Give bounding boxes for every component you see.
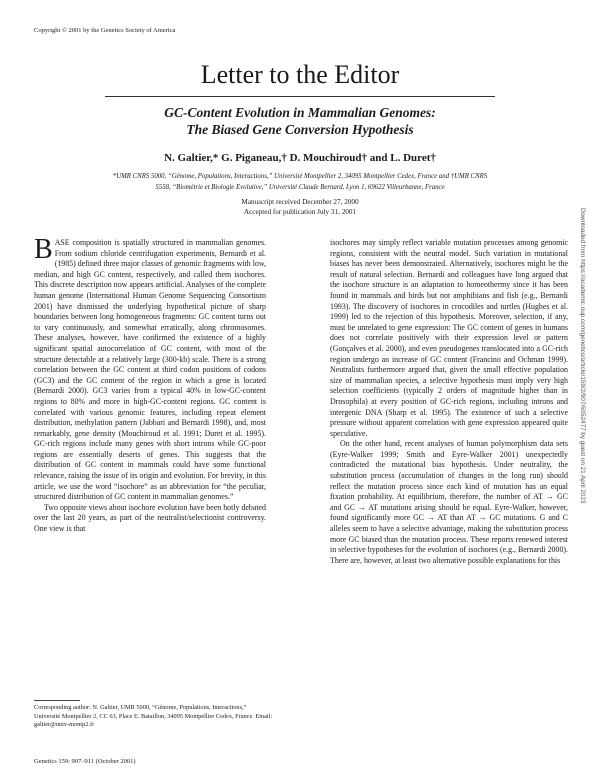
download-watermark-text: Downloaded from https://academic.oup.com/genetics/article/159/2/907/6052477 by guest on 21 April 2023 bbox=[579, 208, 586, 504]
paragraph-text: ASE composition is spatially structured in mammalian genomes. From sodium chloride centrifugation experiments, Bernardi et al. (1985) defined three major classes of genomic fragments with low, median, and high GC content, respectively, and called them isochores. This discrete description now appears artificial. Analyses of the complete human genome (International Human Genome Sequencing Consortium 2001) have dismissed the underlying hypothetical picture of sharp boundaries between long homogeneous fragments: GC content turns out to vary continuously, and somewhat erratically, along chromosomes. These analyses, however, have confirmed the existence of a highly significant spatial autocorrelation of GC content, with most of the structure detectable at a relatively large (300-kb) scale. There is a strong correlation between the GC content at third codon positions of codons (GC3) and the GC content of the region in which a gene is located (Bernardi 2000). GC3 varies from a typical 40% in low-GC-content regions to 80% and more in high-GC-content regions. GC content is correlated with various genomic features, including repeat element distribution, methylation pattern (Jabbari and Bernardi 1998), and, most remarkably, gene density (Mouchiroud et al. 1991; Duret et al. 1995). GC-rich regions include many genes with short introns while GC-poor regions are essentially deserts of genes. This suggests that the distribution of GC content in mammals could have some functional relevance, raising the issue of its origin and evolution. For brevity, in this article, we use the word “isochore” as an abbreviation for “the peculiar, structured distribution of GC content in mammalian genomes.” bbox=[34, 238, 266, 502]
paragraph bbox=[34, 234, 266, 503]
drop-cap: B bbox=[34, 234, 53, 265]
footnote-rule bbox=[34, 700, 80, 701]
paper-title bbox=[0, 104, 600, 138]
paragraph: isochores may simply reflect variable mutation processes among genomic regions, consistent with the neutral model. Such variation in mutational biases has never been demonstrated. Alternatively, isochores might be the result of natural selection. Bernardi and colleagues have long argued that the isochore structure is an adaptation to homeothermy since it has been found in mammals and birds but not amphibians and fish (e.g., Bernardi 1993). The discovery of isochores in crocodiles and turtles (Hughes et al. 1999) led to the rejection of this hypothesis. Moreover, selection, if any, must be unrelated to gene expression: The GC content of genes in humans does not correlate positively with their expression level or pattern (Gonçalves et al. 2000), and even pseudogenes translocated into a GC-rich region undergo an increase of GC content (Francino and Ochman 1999). Neutralists furthermore argued that, given the small effective population size of mammalian species, a selective hypothesis must imply very high selection coefficients (typically 2 orders of magnitude higher than in Drosophila) at every position of GC-rich regions, including introns and intergenic DNA (Sharp et al. 1995). The existence of such a selective pressure without apparent correlation with gene expression appeared quite speculative. bbox=[330, 238, 568, 438]
heading-rule bbox=[105, 96, 495, 97]
right-column bbox=[330, 238, 568, 566]
affiliation-line-2: 5558, “Biométrie et Biologie Evolutive,” Université Claude Bernard, Lyon 1, 69622 Villeurbanne, France bbox=[155, 184, 445, 191]
left-column bbox=[34, 234, 266, 535]
copyright-line: Copyright © 2001 by the Genetics Society of America bbox=[34, 27, 176, 34]
title-line-2: The Biased Gene Conversion Hypothesis bbox=[186, 122, 414, 137]
affiliation-line-1: *UMR CNRS 5000, “Génome, Populations, Interactions,” Université Montpellier 2, 34095 Montpellier Cedex, France and †UMR CNRS bbox=[112, 173, 488, 180]
corresponding-author-footnote: Corresponding author: N. Galtier, UMR 5000, “Génome, Populations, Interactions,” Université Montpellier 2, CC 63, Place E. Bataillon, 34095 Montpellier Cedex, France. Email: galtier@univ-montp2.fr bbox=[34, 704, 273, 729]
accepted-date: Accepted for publication July 31, 2001 bbox=[243, 208, 357, 216]
manuscript-dates bbox=[0, 197, 600, 217]
affiliations bbox=[60, 171, 540, 193]
journal-citation-footer: Genetics 159: 907–911 (October 2001) bbox=[34, 758, 136, 765]
paragraph: On the other hand, recent analyses of human polymorphism data sets (Eyre-Walker 1999; Smith and Eyre-Walker 2001) unexpectedly contradicted the mutational bias hypothesis. Under neutrality, the substitution process (accumulation of changes in the long run) should reflect the mutation process since each kind of mutation has an equal fixation probability. At equilibrium, therefore, the number of AT → GC and GC → AT mutations arising should be equal. Eyre-Walker, however, found significantly more GC → AT than AT → GC mutations. G and C alleles seem to have a selective advantage, making the substitution process more GC biased than the mutation process. These reports renewed interest in selective hypotheses for the evolution of isochores (e.g., Bernardi 2000). There are, however, at least two alternative possible explanations for this bbox=[330, 439, 568, 565]
paragraph: Two opposite views about isochore evolution have been hotly debated over the last 20 years, as part of the neutralist/selectionist controversy. One view is that bbox=[34, 502, 266, 534]
author-list: N. Galtier,* G. Piganeau,† D. Mouchiroud† and L. Duret† bbox=[164, 152, 436, 164]
received-date: Manuscript received December 27, 2000 bbox=[241, 198, 359, 206]
title-line-1: GC-Content Evolution in Mammalian Genomes: bbox=[164, 105, 436, 120]
journal-heading: Letter to the Editor bbox=[200, 60, 400, 89]
download-watermark bbox=[578, 208, 588, 648]
